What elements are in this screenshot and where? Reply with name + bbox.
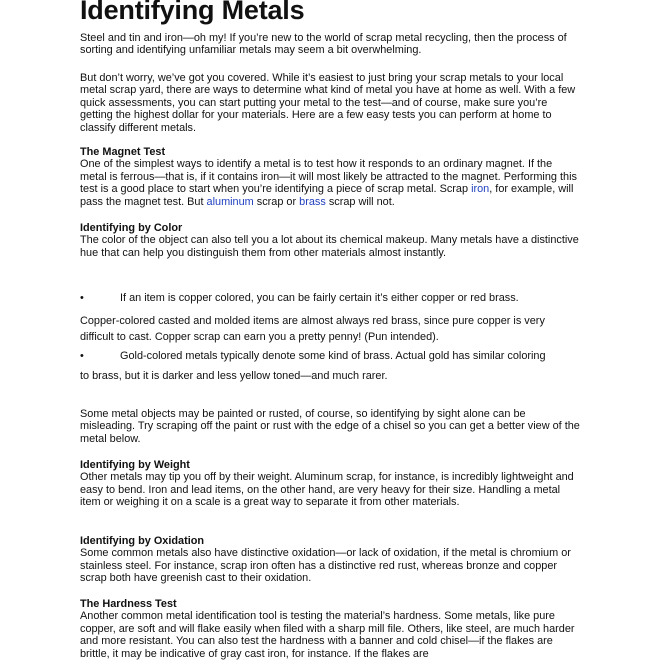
magnet-text-1: One of the simplest ways to identify a metal is to test how it responds to an ordinary magnet. If the metal is ferrous—that is, if it contains iron—it will most likely be attracted to the magnet. Performing this test is a good place to start when you’re identifying a piece of scrap metal. Scrap xyxy=(80,158,577,196)
iron-link[interactable]: iron xyxy=(471,183,490,196)
intro-p2-text: But don’t worry, we’ve got you covered. While it’s easiest to just bring your scrap metals to your local metal scrap yard, there are ways to determine what kind of metal you have at home as well. With a few quick assessments, you can start putting your metal to the test—and of course, make sure you’re getting the highest dollar for your materials. Here are a few easy tests you can perform at home to classify different metals. xyxy=(80,72,576,134)
magnet-text-3: scrap or xyxy=(253,195,300,208)
color-text: The color of the object can also tell you a lot about its chemical makeup. Many metals have a distinctive hue that can help you distinguish them from other materials almost instantly. xyxy=(80,234,579,259)
bullet-1-text: If an item is copper colored, you can be fairly certain it’s either copper or red brass. xyxy=(120,292,519,304)
magnet-text-2: , for example, will pass the magnet test. But xyxy=(80,183,574,208)
oxidation-section xyxy=(80,535,580,585)
intro-paragraph-1 xyxy=(80,32,580,57)
bullet-marker: • xyxy=(80,292,84,304)
hardness-text: Another common metal identification tool is testing the material’s hardness. Some metals, like pure copper, are soft and will flake easily when filed with a sharp mill file. Others, like steel, are much harder and more resistant. You can also test the hardness with a banner and cold chisel—if the flakes are brittle, it may be indicative of gray cast iron, for instance. If the flakes are xyxy=(80,610,575,660)
hardness-section xyxy=(80,598,580,660)
weight-text: Other metals may tip you off by their weight. Aluminum scrap, for instance, is incredibly lightweight and easy to bend. Iron and lead items, on the other hand, are very heavy for their size. Handling a metal item or weighing it on a scale is a great way to separate it from other materials. xyxy=(80,471,574,509)
color-after-paragraph xyxy=(80,408,580,445)
brass-link[interactable]: brass xyxy=(299,195,326,208)
magnet-text-4: scrap will not. xyxy=(325,195,395,208)
bullet-2-continuation xyxy=(80,370,580,382)
weight-section xyxy=(80,459,580,509)
oxidation-text: Some common metals also have distinctive oxidation—or lack of oxidation, if the metal is chromium or stainless steel. For instance, scrap iron often has a distinctive red rust, whereas bronze and copper scrap both have greenish cast to their oxidation. xyxy=(80,547,571,585)
bullet-2-text: Gold-colored metals typically denote some kind of brass. Actual gold has similar coloring xyxy=(120,350,546,362)
color-heading: Identifying by Color xyxy=(80,222,183,234)
bullet-2-cont-text: to brass, but it is darker and less yellow toned—and much rarer. xyxy=(80,370,388,382)
bullet-marker: • xyxy=(80,350,84,362)
intro-paragraph-2 xyxy=(80,72,580,134)
weight-heading: Identifying by Weight xyxy=(80,459,190,471)
color-after-text: Some metal objects may be painted or rusted, of course, so identifying by sight alone can be misleading. Try scraping off the paint or rust with the edge of a chisel so you can get a better view of the metal below. xyxy=(80,408,580,445)
oxidation-heading: Identifying by Oxidation xyxy=(80,535,205,547)
hardness-heading: The Hardness Test xyxy=(80,598,177,610)
bullet-1-continuation xyxy=(80,313,580,345)
aluminum-link[interactable]: aluminum xyxy=(206,195,254,208)
intro-p1-text: Steel and tin and iron—oh my! If you’re new to the world of scrap metal recycling, then the process of sorting and identifying unfamiliar metals may seem a bit overwhelming. xyxy=(80,32,567,57)
bullet-1-cont-text: Copper-colored casted and molded items are almost always red brass, since pure copper is very difficult to cast. Copper scrap can earn you a pretty penny! (Pun intended). xyxy=(80,315,545,343)
color-section xyxy=(80,222,580,259)
page-title: Identifying Metals xyxy=(80,0,305,25)
magnet-heading: The Magnet Test xyxy=(80,146,166,158)
magnet-section xyxy=(80,146,580,208)
